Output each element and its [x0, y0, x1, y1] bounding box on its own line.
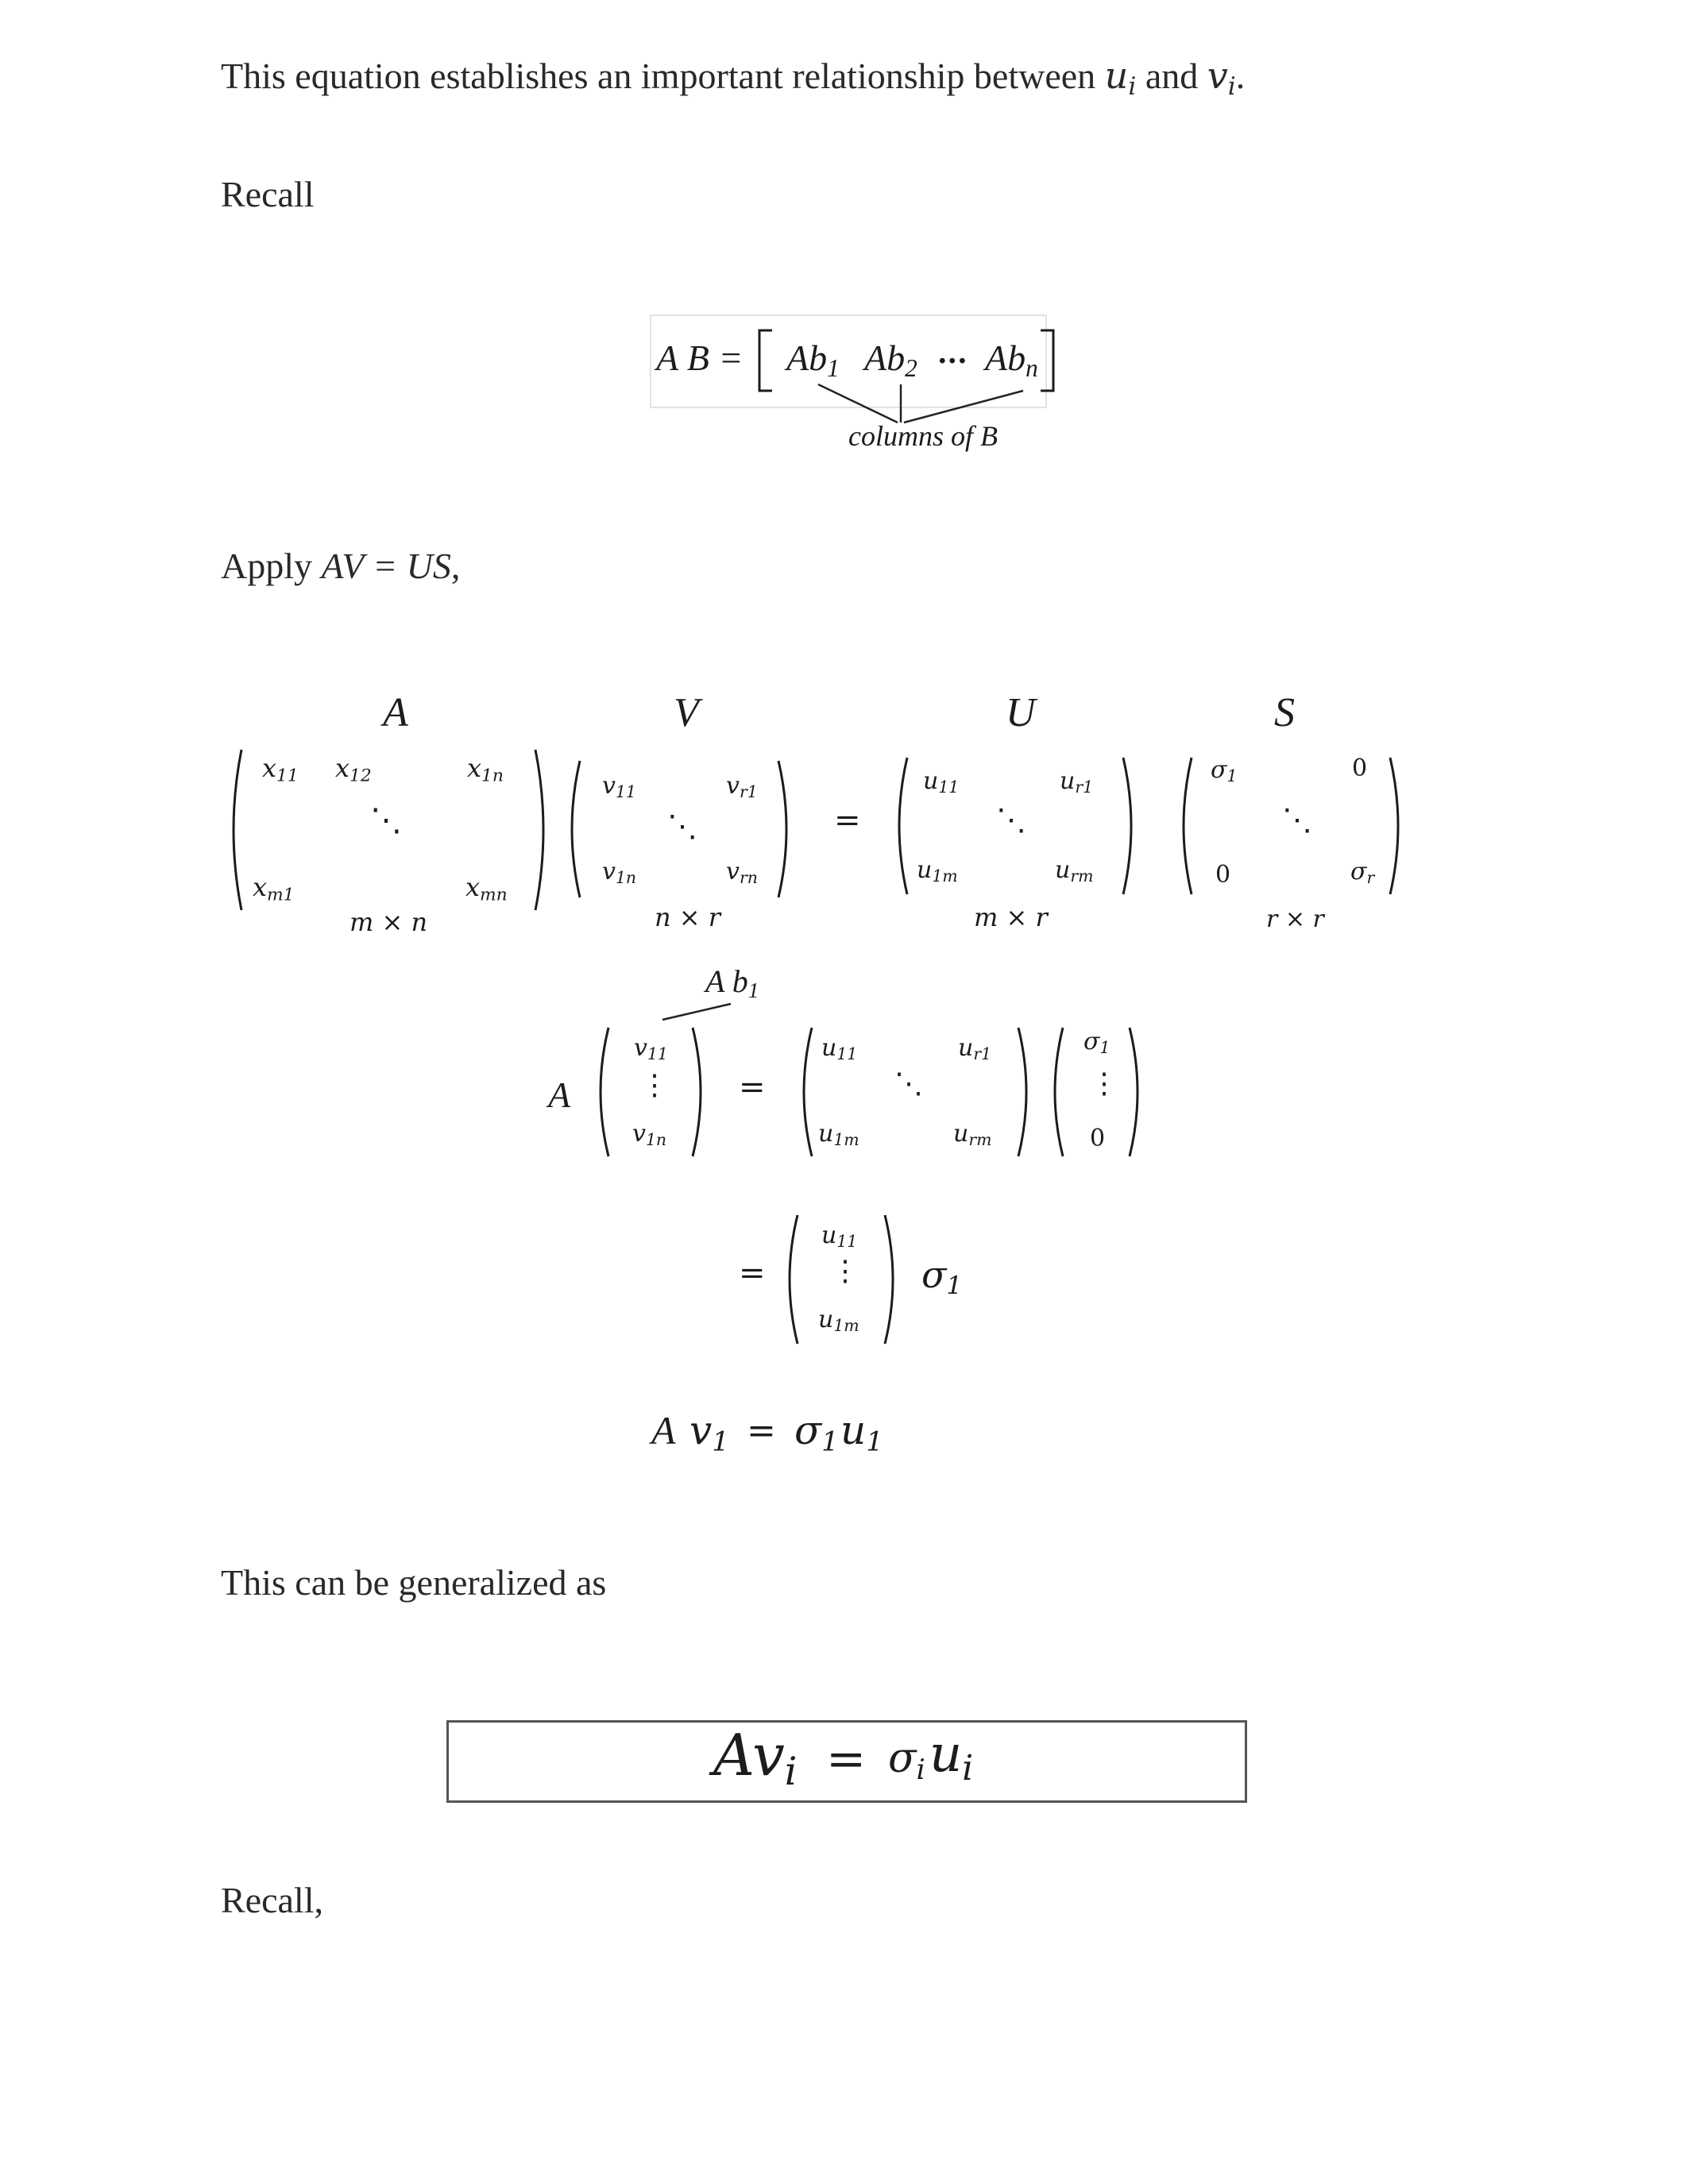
result-a: A [651, 1408, 676, 1453]
u-ddots: ⋱ [996, 802, 1026, 837]
ab1-pointer [659, 999, 739, 1023]
second-sigma1: $\sigma_1$ [921, 1253, 963, 1300]
step-v-left-paren [589, 1024, 613, 1160]
v-vr1: $v_{r1}$ [726, 772, 758, 802]
boxed-equals: = [826, 1731, 867, 1787]
step-v-vdots: ⋮ [640, 1069, 669, 1102]
a-right-paren [531, 747, 554, 913]
u-dims: m × r [974, 902, 1048, 932]
step-sigma1: $\sigma_1$ [1083, 1028, 1111, 1058]
u-right-paren [1118, 754, 1142, 897]
ab-dots: ... [937, 337, 968, 370]
second-u11: $u_{11}$ [821, 1221, 858, 1252]
v-v11: $v_{11}$ [602, 772, 636, 802]
a-x1n: $x_{1n}$ [467, 753, 504, 786]
svd-equals: = [834, 802, 861, 839]
a-x12: $x_{12}$ [335, 753, 372, 786]
s-dims: r × r [1266, 905, 1324, 933]
s-sigma1: $\sigma_1$ [1211, 756, 1238, 786]
second-u1m: $u_{1m}$ [818, 1306, 859, 1336]
second-left-paren [778, 1212, 802, 1347]
step-ur1: $u_{r1}$ [958, 1034, 992, 1064]
s-sigma-r: $\sigma_r$ [1350, 858, 1375, 888]
a-ddots: ⋱ [370, 802, 402, 839]
v-right-paren [774, 758, 798, 901]
s-right-paren [1385, 754, 1409, 897]
apply-line: Apply AV = US, [221, 546, 461, 586]
a-x11: $x_{11}$ [262, 753, 299, 786]
columns-caption: columns of B [848, 420, 998, 452]
second-equals: = [739, 1255, 766, 1291]
matrix-v-label: V [674, 690, 699, 735]
step-u-left-paren [793, 1024, 817, 1160]
second-right-paren [880, 1212, 904, 1347]
step-equals: = [739, 1069, 766, 1106]
step-s-vdots: ⋮ [1090, 1067, 1118, 1100]
result-v1: $v_1$ [689, 1407, 729, 1458]
step-u-right-paren [1014, 1024, 1037, 1160]
u-left-paren [888, 754, 912, 897]
matrix-s-label: S [1274, 690, 1295, 735]
step-s-left-paren [1044, 1024, 1068, 1160]
v-v1n: $v_{1n}$ [602, 858, 637, 888]
v-ddots: ⋱ [667, 808, 697, 843]
ab1-term: $Ab_1$ [786, 338, 840, 382]
boxed-av-i: $Av_i$ [713, 1722, 798, 1795]
s-zero-top: 0 [1352, 754, 1368, 782]
a-xmn: $x_{mn}$ [465, 872, 508, 905]
ab-lhs: A B = [656, 338, 744, 378]
ab2-term: $Ab_2$ [864, 338, 917, 382]
step-zero: 0 [1090, 1125, 1106, 1152]
a-left-paren [222, 747, 246, 913]
u-u11: $u_{11}$ [923, 767, 960, 797]
av-us-equation: AV = US [321, 546, 451, 586]
u-i-symbol: $u_i$ [1104, 54, 1137, 101]
step-a: A [548, 1075, 571, 1115]
intro-text: This equation establishes an important relationship between [221, 56, 1096, 96]
s-ddots: ⋱ [1282, 802, 1312, 837]
step-urm: $u_{rm}$ [953, 1120, 992, 1150]
left-bracket [755, 327, 778, 394]
a-xm1: $x_{m1}$ [253, 872, 295, 905]
a-dims: m × n [350, 907, 428, 937]
recall-bottom: Recall, [221, 1880, 323, 1920]
v-vrn: $v_{rn}$ [726, 858, 758, 888]
abn-term: $Ab_n$ [985, 338, 1038, 382]
step-ddots: ⋱ [894, 1067, 923, 1100]
u-ur1: $u_{r1}$ [1060, 767, 1094, 797]
ab1-label: A $b_1$ [705, 963, 759, 1002]
matrix-a-label: A [383, 690, 408, 735]
recall-heading: Recall [221, 174, 315, 214]
intro-paragraph: This equation establishes an important relationship between $u_i$ and $v_i$. [221, 54, 1246, 101]
step-u11: $u_{11}$ [821, 1034, 858, 1064]
second-vdots: ⋮ [831, 1255, 859, 1287]
step-u1m: $u_{1m}$ [818, 1120, 859, 1150]
result-equals: = [747, 1410, 776, 1451]
step-v1n: $v_{1n}$ [632, 1120, 667, 1150]
boxed-u-i: $u_i$ [929, 1725, 974, 1788]
v-i-symbol: $v_i$ [1207, 54, 1236, 101]
v-left-paren [561, 758, 585, 901]
step-v-right-paren [688, 1024, 712, 1160]
result-u1: $u_1$ [840, 1407, 883, 1458]
step-v11: $v_{11}$ [634, 1034, 668, 1064]
u-u1m: $u_{1m}$ [917, 856, 958, 886]
and-text: and [1145, 56, 1199, 96]
step-s-right-paren [1125, 1024, 1149, 1160]
u-urm: $u_{rm}$ [1055, 856, 1094, 886]
v-dims: n × r [655, 902, 721, 932]
boxed-sigma-i: $\sigma_i$ [888, 1734, 925, 1786]
generalized-text: This can be generalized as [221, 1562, 607, 1603]
s-zero-bottom: 0 [1215, 861, 1231, 889]
matrix-u-label: U [1006, 690, 1036, 735]
result-sigma1: $\sigma_1$ [794, 1407, 839, 1458]
s-left-paren [1172, 754, 1196, 897]
